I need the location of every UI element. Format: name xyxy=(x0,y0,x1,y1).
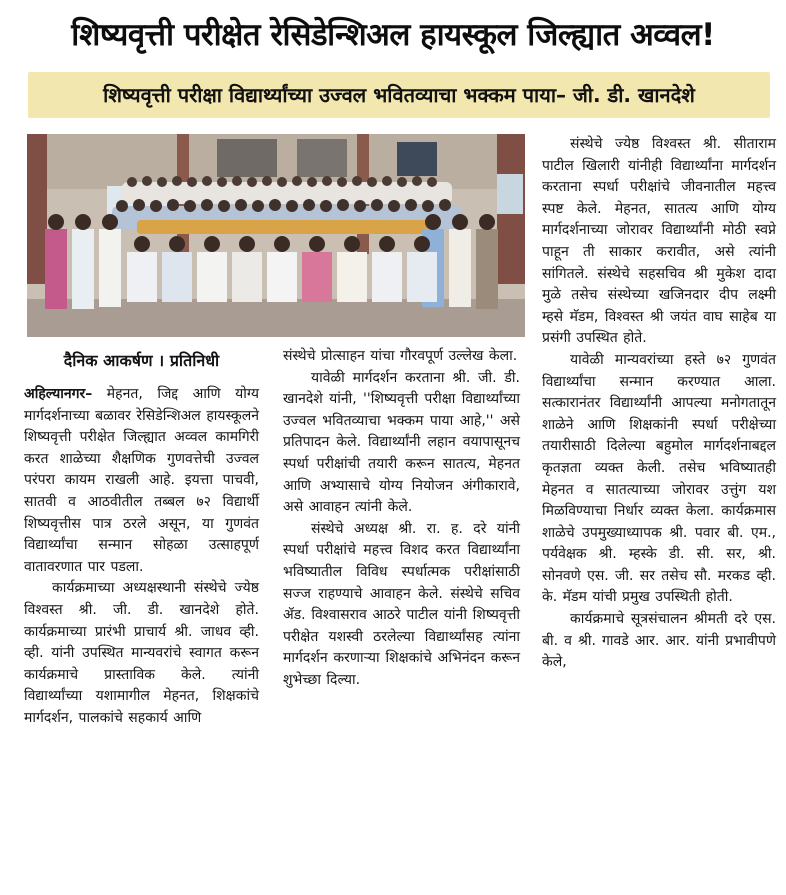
subheadline: शिष्यवृत्ती परीक्षा विद्यार्थ्यांच्या उज्वल भवितव्याचा भक्कम पाया– जी. डी. खानदेशे xyxy=(103,83,695,107)
subheadline-banner xyxy=(28,72,770,118)
article-column-1 xyxy=(24,384,259,730)
article-column-3 xyxy=(542,134,776,674)
group-photo xyxy=(27,134,525,337)
byline: दैनिक आकर्षण । प्रतिनिधी xyxy=(63,351,220,370)
dateline: अहिल्यानगर– xyxy=(24,386,93,402)
article-paragraph xyxy=(24,384,259,578)
paragraph-text: मेहनत, जिद्द आणि योग्य मार्गदर्शनाच्या बळावर रेसिडेन्शिअल हायस्कूलने शिष्यवृत्ती परीक्षेत जिल्ह्यात अव्वल कामगिरी करत शाळेच्या शैक्षणिक गुणवत्तेची उज्वल परंपरा कायम राखली आहे. इयत्ता पाचवी, सातवी व आठवीतील तब्बल ७२ विद्यार्थी शिष्यवृत्तीस पात्र ठरले असून, या गुणवंत विद्यार्थ्यांचा सन्मान सोहळा उत्साहपूर्ण वातावरणात पार पडला. xyxy=(24,386,259,575)
article-paragraph: संस्थेचे प्रोत्साहन यांचा गौरवपूर्ण उल्लेख केला. xyxy=(283,348,518,364)
article-paragraph: कार्यक्रमाचे सूत्रसंचालन श्रीमती दरे एस. बी. व श्री. गावडे आर. आर. यांनी प्रभावीपणे केले, xyxy=(542,611,776,671)
article-paragraph: यावेळी मार्गदर्शन करताना श्री. जी. डी. खानदेशे यांनी, ''शिष्यवृत्ती परीक्षा विद्यार्थ्यांच्या उज्वल भवितव्याचा भक्कम पाया आहे,'' असे प्रतिपादन केले. विद्यार्थ्यांनी लहान वयापासूनच स्पर्धा परीक्षांची तयारी करून सातत्य, मेहनत आणि अभ्यासाचे योग्य नियोजन अंगीकारावे, असे आवाहन त्यांनी केले. xyxy=(283,369,520,516)
group-photo-illustration xyxy=(27,134,525,337)
headline: शिष्यवृत्ती परीक्षेत रेसिडेन्शिअल हायस्कूल जिल्ह्यात अव्वल! xyxy=(71,17,715,53)
article-paragraph: यावेळी मान्यवरांच्या हस्ते ७२ गुणवंत विद्यार्थ्यांचा सन्मान करण्यात आला. सत्कारानंतर विद्यार्थ्यांनी आपल्या मनोगतातून शाळेने आणि शिक्षकांनी स्पर्धा परीक्षेच्या तयारीसाठी दिलेल्या बहुमोल मार्गदर्शनाबद्दल कृतज्ञता व्यक्त केली. तसेच भविष्यातही मेहनत व सातत्याच्या जोरावर उत्तुंग यश मिळविण्याचा निर्धार व्यक्त केला. कार्यक्रमास शाळेचे उपमुख्याध्यापक श्री. पवार बी. एम., पर्यवेक्षक श्री. म्हस्के डी. सी. सर, श्री. सोनवणे एस. जी. सर तसेच सौ. मरकड व्ही. के. मॅडम यांची प्रमुख उपस्थिती होती. xyxy=(542,351,776,606)
article-paragraph: कार्यक्रमाच्या अध्यक्षस्थानी संस्थेचे ज्येष्ठ विश्वस्त श्री. जी. डी. खानदेशे होते. कार्यक्रमाच्या प्रारंभी प्राचार्य श्री. जाधव व्ही. व्ही. यांनी उपस्थित मान्यवरांचे स्वागत करून कार्यक्रमाचे प्रास्ताविक केले. त्यांनी विद्यार्थ्यांच्या यशामागील मेहनत, शिक्षकांचे मार्गदर्शन, पालकांचे सहकार्य आणि xyxy=(24,580,259,726)
article-paragraph: संस्थेचे अध्यक्ष श्री. रा. ह. दरे यांनी स्पर्धा परीक्षांचे महत्त्व विशद करत विद्यार्थ्यांना भविष्यातील विविध स्पर्धात्मक परीक्षांसाठी सज्ज राहण्याचे आवाहन केले. संस्थेचे सचिव ॲड. विश्वासराव आठरे पाटील यांनी शिष्यवृत्ती परीक्षेत यशस्वी ठरलेल्या विद्यार्थ्यांसह त्यांना मार्गदर्शन करणाऱ्या शिक्षकांचे अभिनंदन करून शुभेच्छा दिल्या. xyxy=(283,520,520,688)
article-paragraph: संस्थेचे ज्येष्ठ विश्वस्त श्री. सीताराम पाटील खिलारी यांनीही विद्यार्थ्यांना मार्गदर्शन करताना स्पर्धा परीक्षांचे जीवनातील महत्त्व स्पष्ट केले. मेहनत, सातत्य आणि योग्य मार्गदर्शनाच्या जोरावर विद्यार्थ्यांनी मोठी स्वप्ने पाहून ती साकार करावीत, असे त्यांनी सांगितले. संस्थेचे सहसचिव श्री मुकेश दादा मुळे तसेच संस्थेच्या खजिनदार दीप लक्ष्मी म्हसे मॅडम, विश्वस्त श्री जयंत वाघ साहेब या प्रसंगी उपस्थित होते. xyxy=(542,136,776,347)
article-column-2 xyxy=(283,346,520,692)
